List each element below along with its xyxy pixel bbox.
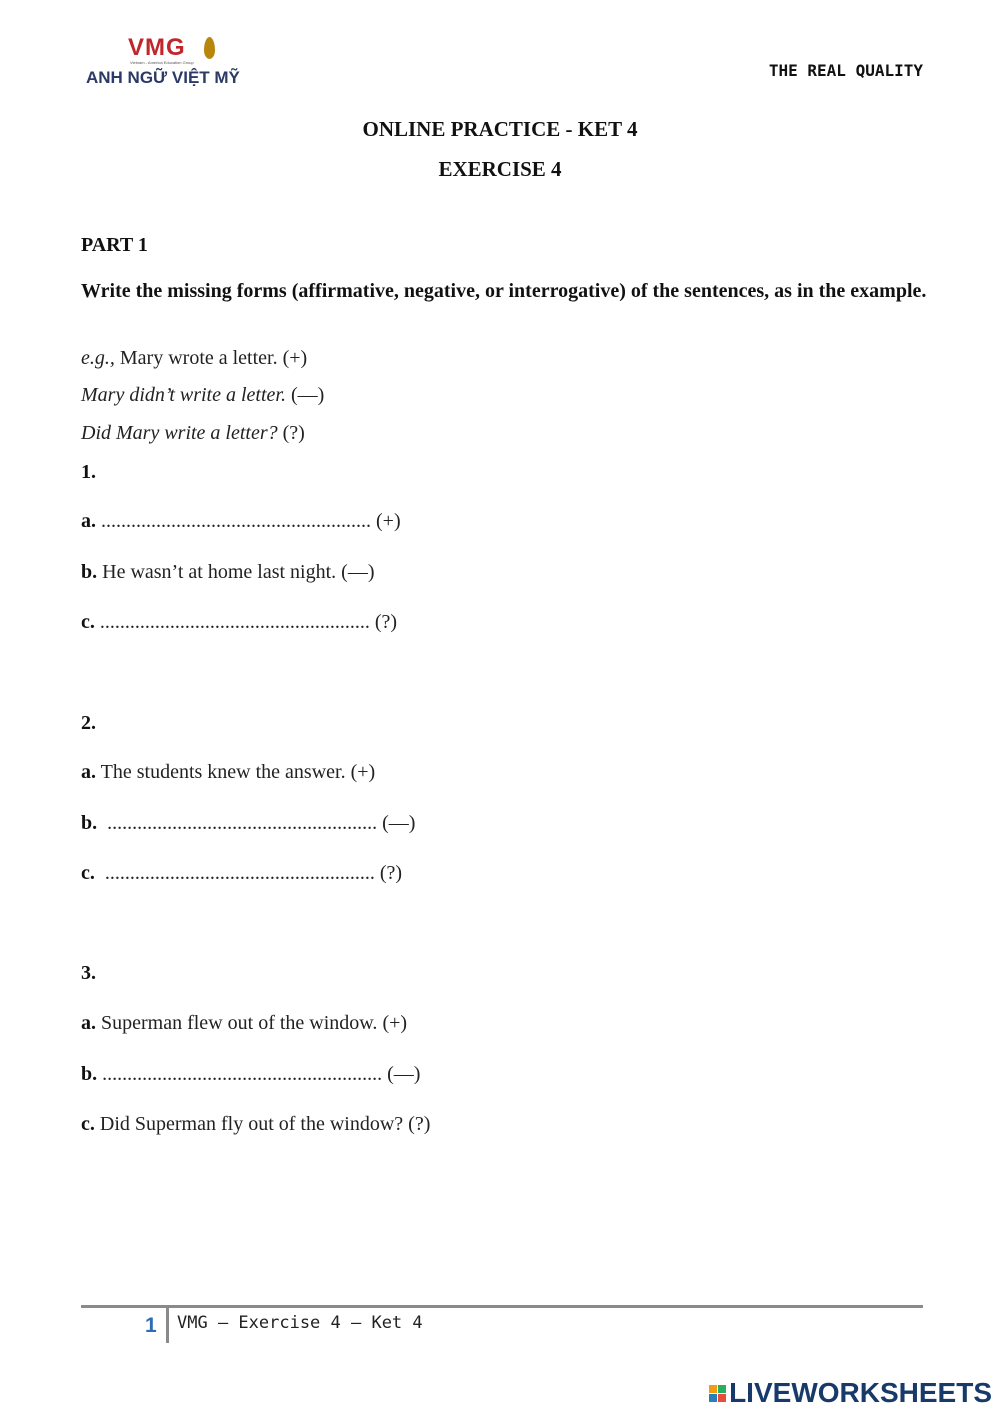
- example-question: [81, 422, 305, 445]
- item-mark: (—): [387, 1063, 421, 1085]
- footer-separator: [166, 1308, 169, 1343]
- question-number: 2.: [81, 712, 96, 734]
- question-item: [81, 561, 375, 584]
- item-mark: (+): [382, 1012, 408, 1034]
- item-letter: a.: [81, 510, 96, 532]
- item-mark: (?): [379, 862, 403, 884]
- example-question-mark: (?): [282, 422, 305, 444]
- question-number: 3.: [81, 962, 96, 984]
- item-letter: a.: [81, 1012, 96, 1034]
- logo-subtitle: Vietnam - America Education Group: [130, 60, 194, 65]
- item-mark: (?): [408, 1113, 431, 1135]
- item-letter: a.: [81, 761, 96, 783]
- logo-brand: VMG: [128, 34, 186, 61]
- example-negative-mark: (—): [290, 384, 325, 406]
- logo-leaf-icon: [204, 37, 215, 59]
- example-question-text: Did Mary write a letter?: [81, 422, 278, 444]
- footer-divider: [81, 1305, 923, 1308]
- logo-text: ANH NGỮ VIỆT MỸ: [86, 68, 240, 87]
- example-negative: [81, 384, 324, 407]
- item-letter: c.: [81, 611, 95, 633]
- question-item[interactable]: [81, 1063, 420, 1086]
- item-text: Superman flew out of the window.: [101, 1012, 378, 1034]
- item-mark: (+): [376, 510, 401, 532]
- part-heading: PART 1: [81, 234, 148, 256]
- answer-blank[interactable]: ......................................................: [104, 862, 375, 884]
- question-item: [81, 1012, 407, 1035]
- answer-blank[interactable]: ......................................................: [99, 611, 370, 633]
- answer-blank[interactable]: ......................................................: [101, 510, 371, 532]
- logo-square: [718, 1394, 726, 1402]
- item-text: He wasn’t at home last night.: [102, 561, 337, 583]
- liveworksheets-logo-icon: [709, 1385, 726, 1402]
- footer-text: VMG – Exercise 4 – Ket 4: [177, 1313, 423, 1333]
- item-mark: (—): [341, 561, 375, 583]
- item-text: The students knew the answer.: [100, 761, 346, 783]
- example-negative-text: Mary didn’t write a letter.: [81, 384, 286, 406]
- tagline: THE REAL QUALITY: [768, 61, 923, 80]
- item-letter: c.: [81, 862, 95, 884]
- example-affirmative: [81, 347, 307, 370]
- item-text: Did Superman fly out of the window?: [99, 1113, 404, 1135]
- example-prefix: e.g.,: [81, 347, 115, 369]
- answer-blank[interactable]: ........................................................: [102, 1063, 383, 1085]
- item-letter: b.: [81, 1063, 98, 1085]
- logo-square: [709, 1394, 717, 1402]
- instruction: Write the missing forms (affirmative, negative, or interrogative) of the sentences, as in the example.: [81, 280, 927, 302]
- vmg-logo: [86, 34, 266, 94]
- item-letter: b.: [81, 812, 98, 834]
- question-number: 1.: [81, 461, 96, 483]
- item-letter: c.: [81, 1113, 95, 1135]
- logo-square: [709, 1385, 717, 1393]
- page-number: 1: [145, 1314, 157, 1337]
- question-item[interactable]: [81, 862, 402, 885]
- question-item[interactable]: [81, 611, 397, 634]
- question-item: [81, 1113, 430, 1136]
- item-mark: (?): [374, 611, 398, 633]
- liveworksheets-text: LIVEWORKSHEETS: [729, 1377, 992, 1408]
- logo-square: [718, 1385, 726, 1393]
- question-item: [81, 761, 375, 784]
- item-mark: (—): [382, 812, 416, 834]
- item-letter: b.: [81, 561, 98, 583]
- liveworksheets-watermark: [709, 1378, 992, 1408]
- item-mark: (+): [350, 761, 376, 783]
- page-title: ONLINE PRACTICE - KET 4: [362, 117, 638, 141]
- example-affirmative-text: Mary wrote a letter.: [119, 347, 278, 369]
- question-item[interactable]: [81, 510, 401, 533]
- answer-blank[interactable]: ......................................................: [107, 812, 378, 834]
- exercise-title: EXERCISE 4: [438, 157, 562, 181]
- example-affirmative-mark: (+): [282, 347, 308, 369]
- question-item[interactable]: [81, 812, 415, 835]
